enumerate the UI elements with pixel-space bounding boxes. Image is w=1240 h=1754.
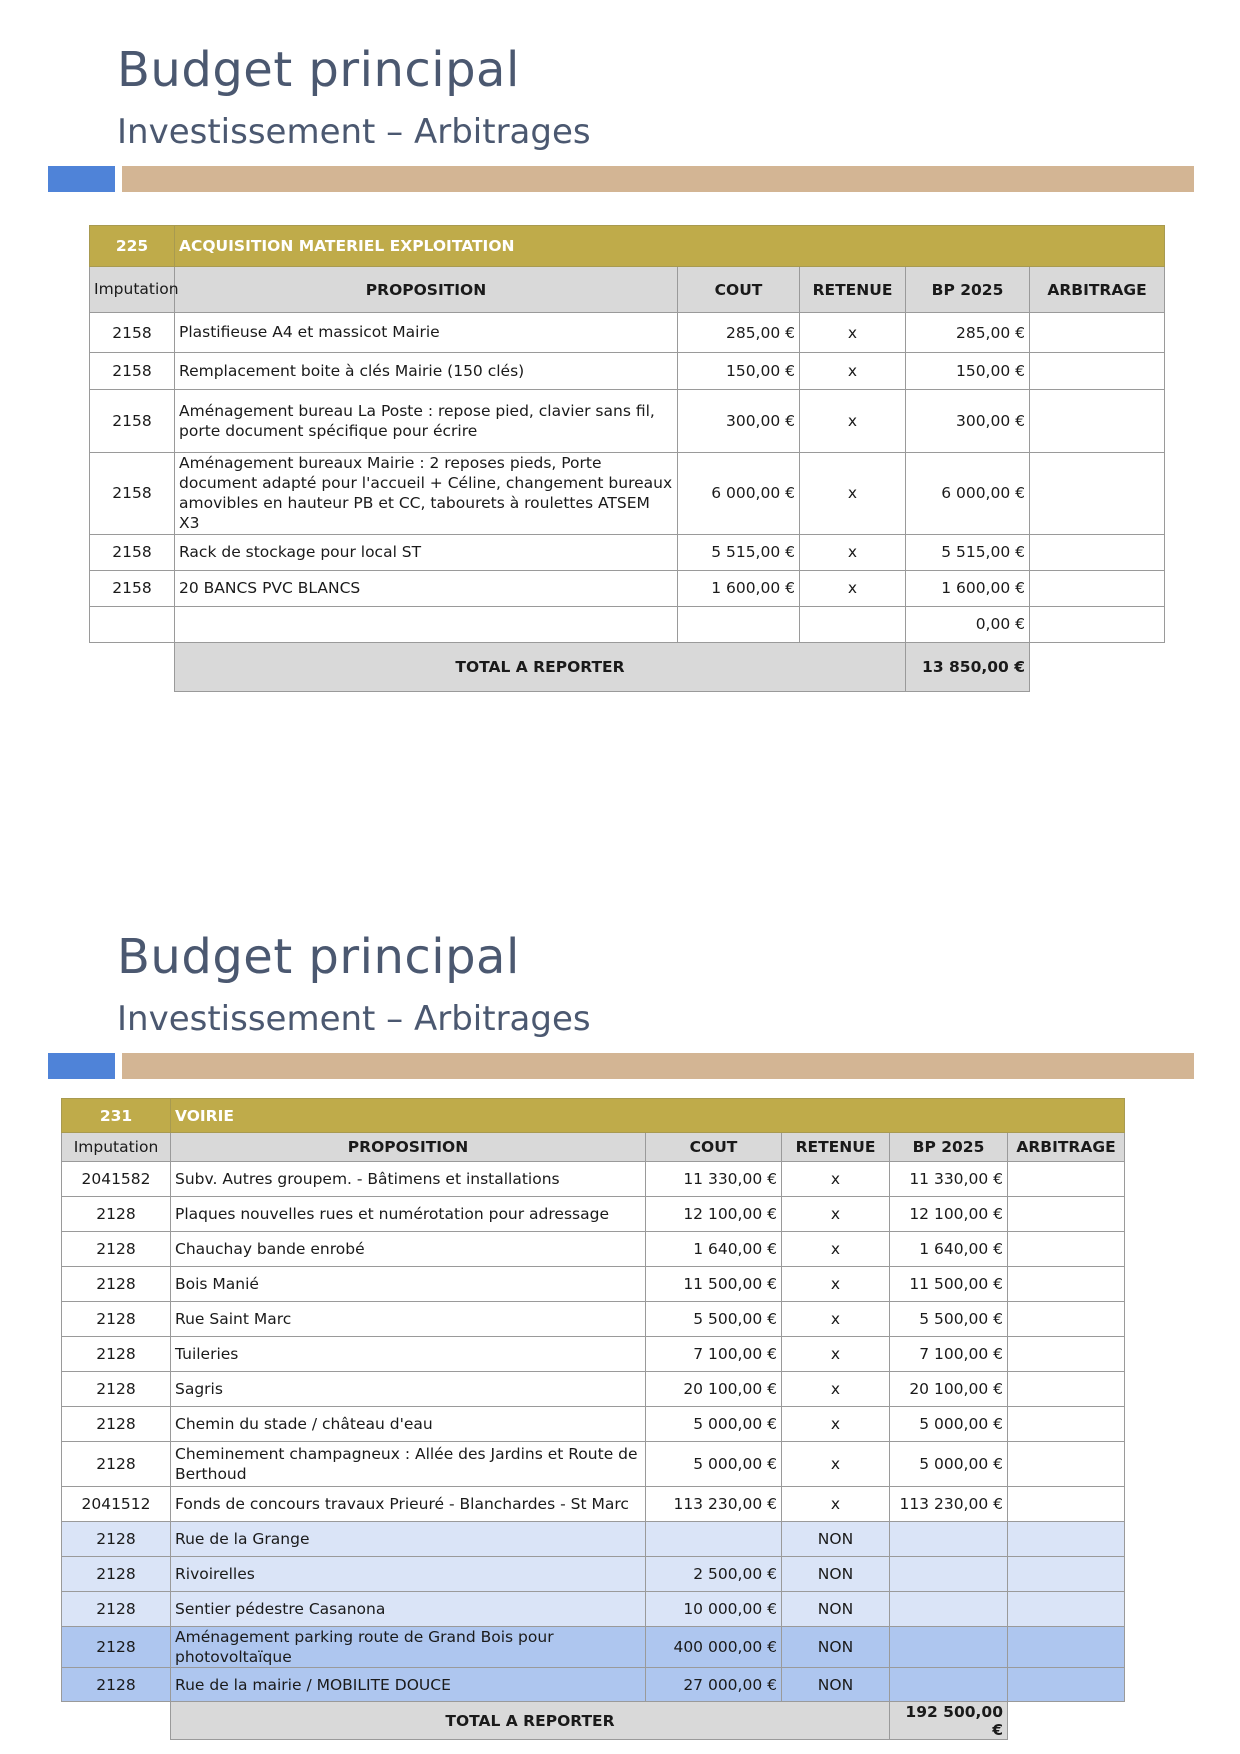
- cell-imputation: 2158: [90, 534, 175, 570]
- cell-imputation: 2128: [62, 1232, 171, 1267]
- cell-arbitrage: [1008, 1372, 1125, 1407]
- cell-retenue: x: [782, 1407, 890, 1442]
- cell-cout: 113 230,00 €: [646, 1487, 782, 1522]
- cell-bp: [890, 1522, 1008, 1557]
- cell-proposition: Plastifieuse A4 et massicot Mairie: [175, 313, 678, 353]
- cell-imputation: 2158: [90, 570, 175, 606]
- cell-arbitrage: [1030, 453, 1165, 535]
- cell-imputation: 2128: [62, 1197, 171, 1232]
- section-header-row: [90, 226, 1165, 267]
- page-title: Budget principal: [117, 42, 520, 98]
- cell-bp: 11 500,00 €: [890, 1267, 1008, 1302]
- cell-arbitrage: [1008, 1267, 1125, 1302]
- cell-retenue: x: [782, 1162, 890, 1197]
- cell-bp: 6 000,00 €: [906, 453, 1030, 535]
- table-row: [62, 1267, 1125, 1302]
- cell-retenue: NON: [782, 1522, 890, 1557]
- cell-imputation: 2041582: [62, 1162, 171, 1197]
- cell-proposition: Plaques nouvelles rues et numérotation pour adressage: [171, 1197, 646, 1232]
- cell-retenue: x: [782, 1487, 890, 1522]
- cell-cout: 7 100,00 €: [646, 1337, 782, 1372]
- cell-cout: 5 000,00 €: [646, 1407, 782, 1442]
- cell-arbitrage: [1008, 1668, 1125, 1702]
- cell-arbitrage: [1030, 606, 1165, 642]
- table-row: [62, 1592, 1125, 1627]
- cell-bp: 113 230,00 €: [890, 1487, 1008, 1522]
- cell-arbitrage: [1008, 1627, 1125, 1668]
- cell-cout: 11 500,00 €: [646, 1267, 782, 1302]
- total-label: TOTAL A REPORTER: [175, 642, 906, 691]
- cell-retenue: x: [800, 570, 906, 606]
- cell-imputation: 2158: [90, 453, 175, 535]
- section-code: 231: [62, 1099, 171, 1133]
- cell-proposition: Rack de stockage pour local ST: [175, 534, 678, 570]
- table-row: [90, 534, 1165, 570]
- col-header-proposition: PROPOSITION: [171, 1133, 646, 1162]
- table-row: [62, 1557, 1125, 1592]
- cell-retenue: x: [800, 453, 906, 535]
- col-header-bp: BP 2025: [906, 267, 1030, 313]
- cell-cout: 5 500,00 €: [646, 1302, 782, 1337]
- cell-bp: 5 515,00 €: [906, 534, 1030, 570]
- cell-arbitrage: [1008, 1522, 1125, 1557]
- cell-proposition: Fonds de concours travaux Prieuré - Blanchardes - St Marc: [171, 1487, 646, 1522]
- col-header-proposition: PROPOSITION: [175, 267, 678, 313]
- table-row: [90, 453, 1165, 535]
- cell-cout: 1 600,00 €: [678, 570, 800, 606]
- total-spacer: [62, 1702, 171, 1740]
- cell-bp: 5 000,00 €: [890, 1407, 1008, 1442]
- cell-proposition: Aménagement parking route de Grand Bois pour photovoltaïque: [171, 1627, 646, 1668]
- cell-arbitrage: [1030, 313, 1165, 353]
- cell-proposition: Sagris: [171, 1372, 646, 1407]
- cell-arbitrage: [1008, 1197, 1125, 1232]
- accent-bar-blue: [48, 1053, 115, 1079]
- total-spacer: [1030, 642, 1165, 691]
- table-row: [90, 570, 1165, 606]
- table-row: [62, 1337, 1125, 1372]
- cell-proposition: Aménagement bureaux Mairie : 2 reposes pieds, Porte document adapté pour l'accueil + Céline, changement bureaux amovibles en hauteur PB et CC, tabourets à roulettes ATSEM X3: [175, 453, 678, 535]
- cell-cout: 285,00 €: [678, 313, 800, 353]
- cell-retenue: x: [782, 1302, 890, 1337]
- cell-bp: [890, 1557, 1008, 1592]
- cell-arbitrage: [1030, 390, 1165, 453]
- cell-arbitrage: [1008, 1592, 1125, 1627]
- cell-imputation: 2128: [62, 1407, 171, 1442]
- cell-cout: 5 000,00 €: [646, 1442, 782, 1487]
- cell-proposition: Chemin du stade / château d'eau: [171, 1407, 646, 1442]
- cell-arbitrage: [1030, 570, 1165, 606]
- cell-imputation: 2128: [62, 1302, 171, 1337]
- cell-proposition: Chauchay bande enrobé: [171, 1232, 646, 1267]
- total-value: 192 500,00 €: [890, 1702, 1008, 1740]
- budget-table-225: [89, 225, 1165, 692]
- cell-arbitrage: [1008, 1407, 1125, 1442]
- cell-proposition: Subv. Autres groupem. - Bâtimens et installations: [171, 1162, 646, 1197]
- cell-retenue: x: [782, 1372, 890, 1407]
- cell-bp: 20 100,00 €: [890, 1372, 1008, 1407]
- cell-bp: 150,00 €: [906, 353, 1030, 390]
- total-label: TOTAL A REPORTER: [171, 1702, 890, 1740]
- table-row: [62, 1197, 1125, 1232]
- cell-retenue: x: [800, 534, 906, 570]
- cell-bp: 300,00 €: [906, 390, 1030, 453]
- cell-cout: 27 000,00 €: [646, 1668, 782, 1702]
- total-spacer: [90, 642, 175, 691]
- cell-proposition: Rivoirelles: [171, 1557, 646, 1592]
- table-row: [62, 1372, 1125, 1407]
- cell-retenue: x: [782, 1232, 890, 1267]
- section-name: VOIRIE: [171, 1099, 1125, 1133]
- cell-proposition: [175, 606, 678, 642]
- cell-retenue: [800, 606, 906, 642]
- cell-imputation: 2128: [62, 1668, 171, 1702]
- cell-proposition: Tuileries: [171, 1337, 646, 1372]
- cell-cout: 1 640,00 €: [646, 1232, 782, 1267]
- cell-cout: 6 000,00 €: [678, 453, 800, 535]
- cell-proposition: Remplacement boite à clés Mairie (150 clés): [175, 353, 678, 390]
- cell-cout: 2 500,00 €: [646, 1557, 782, 1592]
- cell-cout: 5 515,00 €: [678, 534, 800, 570]
- cell-cout: 400 000,00 €: [646, 1627, 782, 1668]
- cell-bp: 5 500,00 €: [890, 1302, 1008, 1337]
- section-code: 225: [90, 226, 175, 267]
- col-header-retenue: RETENUE: [800, 267, 906, 313]
- cell-bp: 7 100,00 €: [890, 1337, 1008, 1372]
- cell-proposition: Aménagement bureau La Poste : repose pied, clavier sans fil, porte document spécifique pour écrire: [175, 390, 678, 453]
- table-row: [62, 1627, 1125, 1668]
- col-header-imputation: Imputation: [62, 1133, 171, 1162]
- cell-imputation: 2041512: [62, 1487, 171, 1522]
- cell-cout: 10 000,00 €: [646, 1592, 782, 1627]
- cell-imputation: 2158: [90, 353, 175, 390]
- page-subtitle: Investissement – Arbitrages: [117, 112, 591, 152]
- cell-imputation: [90, 606, 175, 642]
- cell-retenue: x: [800, 313, 906, 353]
- col-header-cout: COUT: [646, 1133, 782, 1162]
- section-name: ACQUISITION MATERIEL EXPLOITATION: [175, 226, 1165, 267]
- cell-retenue: NON: [782, 1592, 890, 1627]
- cell-proposition: Rue Saint Marc: [171, 1302, 646, 1337]
- cell-cout: 150,00 €: [678, 353, 800, 390]
- cell-imputation: 2128: [62, 1372, 171, 1407]
- cell-imputation: 2128: [62, 1337, 171, 1372]
- table-row: [90, 606, 1165, 642]
- cell-arbitrage: [1008, 1442, 1125, 1487]
- page-title: Budget principal: [117, 929, 520, 985]
- cell-imputation: 2128: [62, 1627, 171, 1668]
- cell-arbitrage: [1008, 1162, 1125, 1197]
- table-row: [90, 353, 1165, 390]
- table-row: [62, 1302, 1125, 1337]
- cell-imputation: 2158: [90, 390, 175, 453]
- table-row: [90, 390, 1165, 453]
- cell-retenue: x: [782, 1442, 890, 1487]
- cell-retenue: x: [782, 1267, 890, 1302]
- col-header-arbitrage: ARBITRAGE: [1008, 1133, 1125, 1162]
- cell-cout: 20 100,00 €: [646, 1372, 782, 1407]
- cell-bp: 12 100,00 €: [890, 1197, 1008, 1232]
- cell-proposition: Bois Manié: [171, 1267, 646, 1302]
- cell-imputation: 2128: [62, 1592, 171, 1627]
- table-row: [62, 1407, 1125, 1442]
- cell-retenue: x: [800, 390, 906, 453]
- table-row: [62, 1522, 1125, 1557]
- cell-bp: [890, 1627, 1008, 1668]
- cell-imputation: 2128: [62, 1522, 171, 1557]
- cell-retenue: x: [800, 353, 906, 390]
- cell-bp: 0,00 €: [906, 606, 1030, 642]
- cell-cout: 300,00 €: [678, 390, 800, 453]
- cell-bp: 1 640,00 €: [890, 1232, 1008, 1267]
- table-row: [90, 313, 1165, 353]
- cell-bp: [890, 1668, 1008, 1702]
- cell-arbitrage: [1008, 1487, 1125, 1522]
- cell-retenue: NON: [782, 1557, 890, 1592]
- cell-arbitrage: [1008, 1337, 1125, 1372]
- cell-retenue: NON: [782, 1627, 890, 1668]
- cell-bp: 285,00 €: [906, 313, 1030, 353]
- cell-bp: [890, 1592, 1008, 1627]
- cell-bp: 11 330,00 €: [890, 1162, 1008, 1197]
- cell-retenue: x: [782, 1197, 890, 1232]
- cell-imputation: 2158: [90, 313, 175, 353]
- accent-bar-blue: [48, 166, 115, 192]
- col-header-arbitrage: ARBITRAGE: [1030, 267, 1165, 313]
- cell-proposition: Sentier pédestre Casanona: [171, 1592, 646, 1627]
- table-row: [62, 1162, 1125, 1197]
- cell-imputation: 2128: [62, 1267, 171, 1302]
- table-row: [62, 1668, 1125, 1702]
- cell-proposition: Rue de la Grange: [171, 1522, 646, 1557]
- cell-arbitrage: [1030, 353, 1165, 390]
- total-spacer: [1008, 1702, 1125, 1740]
- col-header-bp: BP 2025: [890, 1133, 1008, 1162]
- cell-arbitrage: [1030, 534, 1165, 570]
- accent-bar-tan: [122, 166, 1194, 192]
- cell-cout: 12 100,00 €: [646, 1197, 782, 1232]
- cell-retenue: NON: [782, 1668, 890, 1702]
- cell-arbitrage: [1008, 1232, 1125, 1267]
- col-header-retenue: RETENUE: [782, 1133, 890, 1162]
- cell-proposition: 20 BANCS PVC BLANCS: [175, 570, 678, 606]
- col-header-imputation: Imputation: [90, 267, 175, 313]
- total-value: 13 850,00 €: [906, 642, 1030, 691]
- column-header-row: [90, 267, 1165, 313]
- total-row: [90, 642, 1165, 691]
- cell-imputation: 2128: [62, 1557, 171, 1592]
- table-row: [62, 1232, 1125, 1267]
- column-header-row: [62, 1133, 1125, 1162]
- slide-voirie: [0, 887, 1240, 1754]
- table-row: [62, 1487, 1125, 1522]
- col-header-cout: COUT: [678, 267, 800, 313]
- cell-cout: [646, 1522, 782, 1557]
- page-subtitle: Investissement – Arbitrages: [117, 999, 591, 1039]
- cell-arbitrage: [1008, 1302, 1125, 1337]
- cell-proposition: Rue de la mairie / MOBILITE DOUCE: [171, 1668, 646, 1702]
- section-header-row: [62, 1099, 1125, 1133]
- cell-bp: 1 600,00 €: [906, 570, 1030, 606]
- cell-proposition: Cheminement champagneux : Allée des Jardins et Route de Berthoud: [171, 1442, 646, 1487]
- cell-cout: 11 330,00 €: [646, 1162, 782, 1197]
- cell-cout: [678, 606, 800, 642]
- accent-bar-tan: [122, 1053, 1194, 1079]
- table-row: [62, 1442, 1125, 1487]
- total-row: [62, 1702, 1125, 1740]
- cell-arbitrage: [1008, 1557, 1125, 1592]
- cell-retenue: x: [782, 1337, 890, 1372]
- budget-table-231: [61, 1098, 1125, 1740]
- cell-bp: 5 000,00 €: [890, 1442, 1008, 1487]
- cell-imputation: 2128: [62, 1442, 171, 1487]
